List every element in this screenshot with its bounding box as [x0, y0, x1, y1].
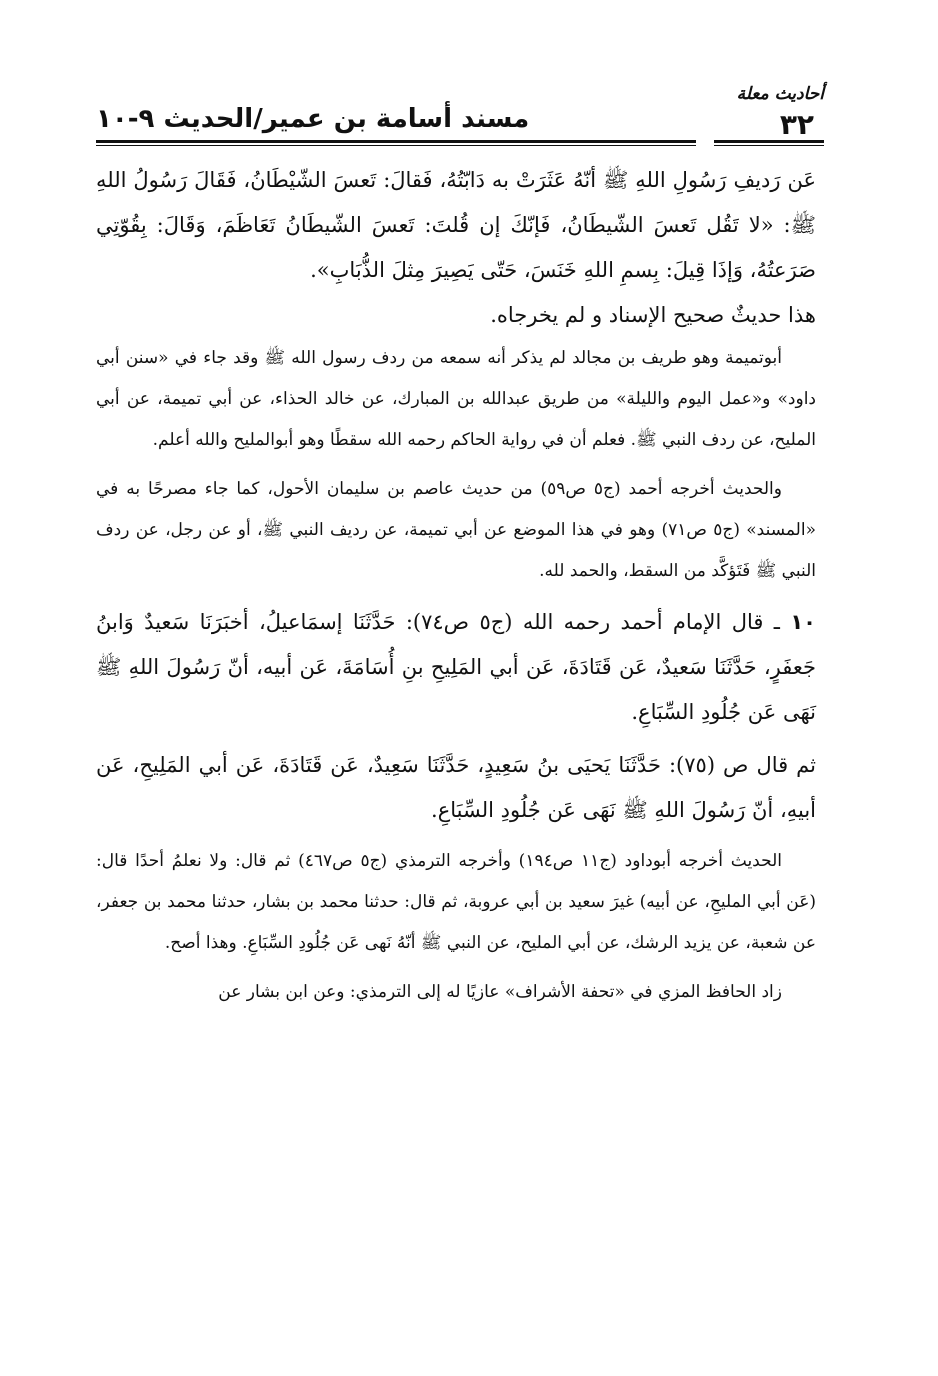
header-rule-short — [714, 140, 824, 146]
page-header — [96, 84, 824, 150]
hadith-text-9: عَن رَديفِ رَسُولِ اللهِ ﷺ أنّهُ عَثَرَتْ به دَابّتُهُ، فَقالَ: تَعسَ الشّيْطَانُ، فَقَالَ رَسُولُ اللهِ ﷺ: «لا تَقُل تَعسَ الشّيطَانُ، فَإنّكَ إن قُلتَ: تَعسَ الشّيطَانُ تَعَاظَمَ، وَقَالَ: بِقُوّتِي صَرَعتُهُ، وَإذَا قِيلَ: بِسمِ اللهِ خَنَسَ، حَتّى يَصِيرَ مِثلَ الذُّبَابِ». — [96, 168, 816, 282]
commentary-paragraph: والحديث أخرجه أحمد (ج٥ ص٥٩) من حديث عاصم بن سليمان الأحول، كما جاء مصرحًا به في «المسند» (ج٥ ص٧١) وهو في هذا الموضع عن أبي تميمة، عن رديف النبي ﷺ، أو عن رجل، عن ردف النبي ﷺ فَتَؤكَّد من السقط، والحمد لله. — [96, 479, 816, 581]
page-body — [96, 158, 816, 1013]
hadith-text: ثم قال ص (٧٥): حَدَّثَنَا يَحيَى بنُ سَعِيدٍ، حَدَّثَنَا سَعِيدٌ، عَن قَتَادَةَ، عَن أبي المَلِيحِ، عَن أبيهِ، أنّ رَسُولَ اللهِ ﷺ نَهَى عَن جُلُودِ السِّبَاعِ. — [96, 753, 817, 822]
header-rule — [96, 140, 696, 146]
hadith-number: ١٠ — [790, 610, 816, 634]
hadith-body: ـ قال الإمام أحمد رحمه الله (ج٥ ص٧٤): حَدَّثَنَا إسمَاعيلُ، أخبَرَنَا سَعيدٌ وَابنُ جَعفَرٍ، حَدَّثَنَا سَعيدٌ، عَن قَتَادَةَ، عَن أبي المَلِيحِ بنِ أُسَامَةَ، عَن أبيه، أنّ رَسُولَ اللهِ ﷺ نَهَى عَن جُلُودِ السِّبَاعِ. — [96, 610, 816, 724]
commentary-paragraph: الحديث أخرجه أبوداود (ج١١ ص١٩٤) وأخرجه الترمذي (ج٥ ص٤٦٧) ثم قال: ولا نعلمُ أحدًا قال: (عَن أبي المليحِ، عن أبيه) غيرَ سعيد بن أبي عروبة، ثم قال: حدثنا محمد بن بشار، حدثنا محمد بن جعفر، عن شعبة، عن يزيد الرشك، عن أبي المليح، عن النبي ﷺ أنّهُ نَهى عَن جُلُودِ السِّبَاعِ. وهذا أصح. — [96, 851, 816, 953]
commentary-paragraph: زاد الحافظ المزي في «تحفة الأشراف» عازيًا له إلى الترمذي: وعن ابن بشار عن — [218, 982, 782, 1002]
series-logo: أحاديث معلة — [736, 84, 824, 104]
running-title: مسند أسامة بن عمير/الحديث ٩-١٠ — [96, 104, 530, 134]
commentary-paragraph: أبوتميمة وهو طريف بن مجالد لم يذكر أنه سمعه من ردف رسول الله ﷺ وقد جاء في «سنن أبي داود» و«عمل اليوم والليلة» من طريق عبدالله بن المبارك، عن خالد الحذاء، عن أبي تميمة، عن أبي المليح، عن ردف النبي ﷺ. فعلم أن في رواية الحاكم رحمه الله سقطًا وهو أبوالمليح والله أعلم. — [96, 348, 816, 450]
page-number: ٣٢ — [779, 108, 814, 141]
hadith-grading: هذا حديثٌ صحيح الإسناد و لم يخرجاه. — [490, 303, 816, 327]
hadith-text-10 — [96, 600, 816, 735]
